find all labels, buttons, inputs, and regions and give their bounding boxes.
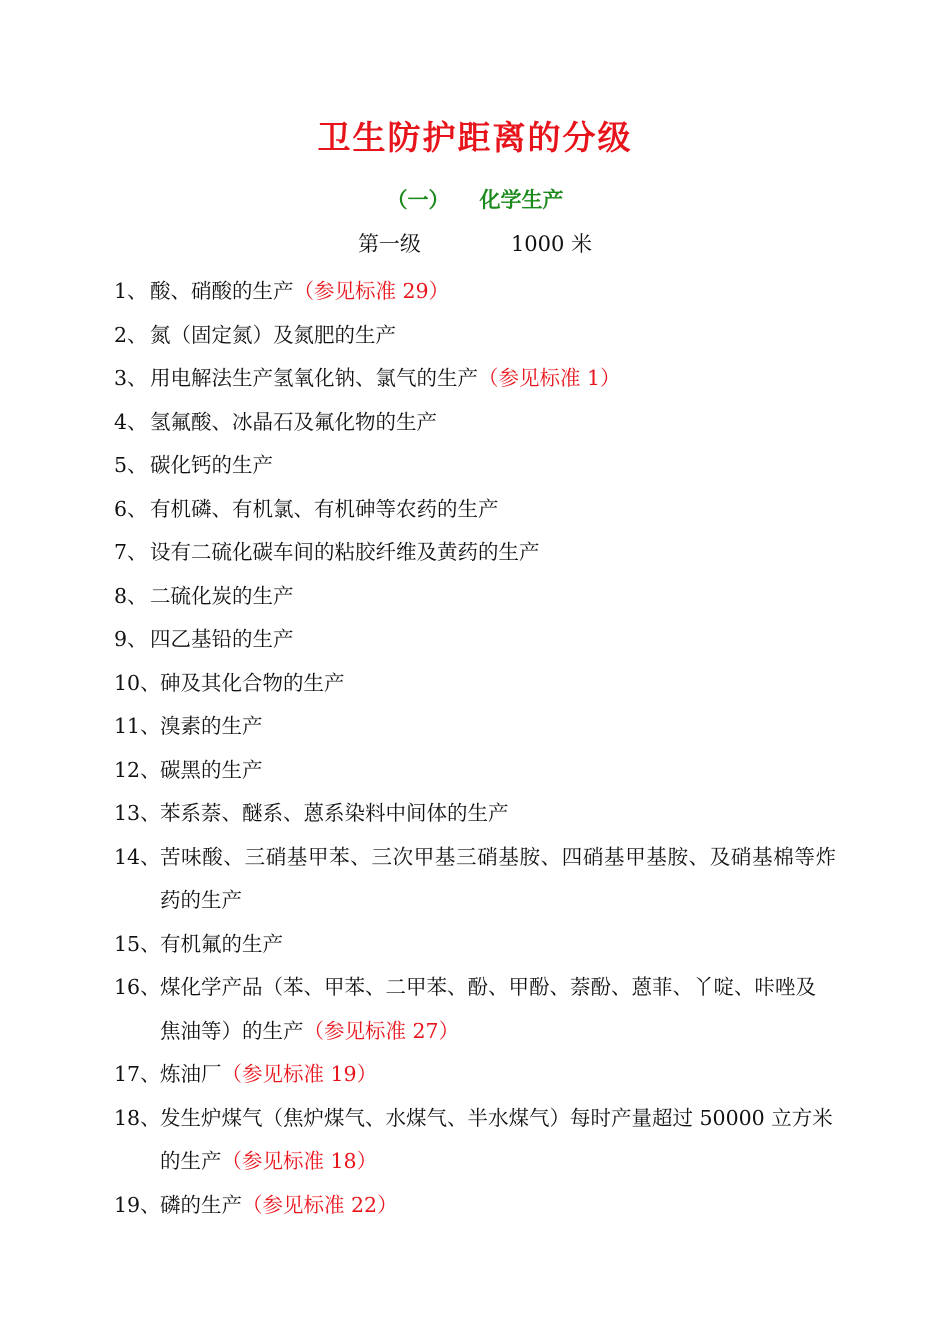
list-item bbox=[114, 1053, 836, 1097]
list-item bbox=[114, 357, 836, 401]
item-reference: （参见标准 18） bbox=[221, 1149, 378, 1173]
item-number: 8、 bbox=[114, 583, 148, 608]
item-number: 17、 bbox=[114, 1062, 161, 1086]
section-heading bbox=[0, 184, 950, 214]
item-text: 磷的生产 bbox=[160, 1192, 242, 1217]
item-text: 苦味酸、三硝基甲苯、三次甲基三硝基胺、四硝基甲基胺、及硝基棉等炸药的生产 bbox=[160, 844, 836, 912]
item-number: 10、 bbox=[114, 670, 161, 695]
list-item bbox=[114, 966, 836, 1053]
item-text: 苯系萘、醚系、蒽系染料中间体的生产 bbox=[160, 801, 509, 825]
list-item bbox=[114, 836, 836, 923]
item-number: 11、 bbox=[114, 714, 161, 738]
list-item bbox=[114, 531, 836, 575]
item-reference: （参见标准 27） bbox=[303, 1018, 460, 1043]
item-number: 4、 bbox=[114, 409, 148, 434]
item-number: 7、 bbox=[114, 540, 148, 564]
item-reference: （参见标准 1） bbox=[478, 366, 621, 390]
list-item bbox=[114, 923, 836, 967]
item-text: 炼油厂 bbox=[160, 1062, 222, 1086]
item-number: 2、 bbox=[114, 322, 148, 347]
item-text: 氢氟酸、冰晶石及氟化物的生产 bbox=[150, 409, 437, 434]
list-item bbox=[114, 314, 836, 358]
item-text: 四乙基铅的生产 bbox=[150, 627, 294, 651]
level-name: 第一级 bbox=[357, 232, 421, 256]
item-text: 有机氟的生产 bbox=[160, 931, 283, 956]
document-title: 卫生防护距离的分级 bbox=[317, 118, 633, 157]
section-number: （一） bbox=[386, 188, 450, 212]
list-item bbox=[114, 401, 836, 445]
level-distance: 1000 米 bbox=[510, 232, 593, 256]
item-number: 3、 bbox=[114, 366, 148, 390]
item-text: 溴素的生产 bbox=[160, 714, 263, 738]
item-reference: （参见标准 19） bbox=[221, 1062, 378, 1086]
item-number: 14、 bbox=[114, 844, 161, 869]
list-item bbox=[114, 618, 836, 662]
item-text: 碳化钙的生产 bbox=[150, 453, 273, 477]
list-item bbox=[114, 270, 836, 314]
list-item bbox=[114, 749, 836, 793]
list-item bbox=[114, 792, 836, 836]
item-text: 二硫化炭的生产 bbox=[150, 583, 294, 608]
item-number: 12、 bbox=[114, 757, 161, 782]
item-number: 9、 bbox=[114, 627, 148, 651]
item-text: 发生炉煤气（焦炉煤气、水煤气、半水煤气）每时产量超过 50000 立方米的生产 bbox=[160, 1105, 833, 1173]
item-text: 有机磷、有机氯、有机砷等农药的生产 bbox=[150, 496, 499, 521]
item-number: 15、 bbox=[114, 931, 161, 956]
list-item bbox=[114, 444, 836, 488]
item-number: 6、 bbox=[114, 496, 148, 521]
item-number: 16、 bbox=[114, 975, 161, 999]
list-item bbox=[114, 488, 836, 532]
item-number: 18、 bbox=[114, 1105, 161, 1130]
list-item bbox=[114, 1097, 836, 1184]
item-reference: （参见标准 22） bbox=[242, 1192, 398, 1217]
section-name: 化学生产 bbox=[479, 188, 564, 212]
production-list bbox=[114, 270, 836, 1227]
item-number: 19、 bbox=[114, 1192, 161, 1217]
item-number: 13、 bbox=[114, 801, 161, 825]
list-item bbox=[114, 705, 836, 749]
item-number: 1、 bbox=[114, 279, 148, 303]
item-number: 5、 bbox=[114, 453, 148, 477]
item-text: 设有二硫化碳车间的粘胶纤维及黄药的生产 bbox=[150, 540, 540, 564]
list-item bbox=[114, 1184, 836, 1228]
item-text: 用电解法生产氢氧化钠、氯气的生产 bbox=[150, 366, 478, 390]
item-text: 砷及其化合物的生产 bbox=[160, 670, 345, 695]
item-text: 煤化学产品（苯、甲苯、二甲苯、酚、甲酚、萘酚、蒽菲、丫啶、咔唑及焦油等）的生产 bbox=[160, 975, 816, 1043]
item-reference: （参见标准 29） bbox=[293, 279, 450, 303]
level-heading bbox=[0, 228, 950, 258]
list-item bbox=[114, 662, 836, 706]
item-text: 氮（固定氮）及氮肥的生产 bbox=[150, 322, 396, 347]
item-text: 酸、硝酸的生产 bbox=[150, 279, 294, 303]
item-text: 碳黑的生产 bbox=[160, 757, 263, 782]
list-item bbox=[114, 575, 836, 619]
